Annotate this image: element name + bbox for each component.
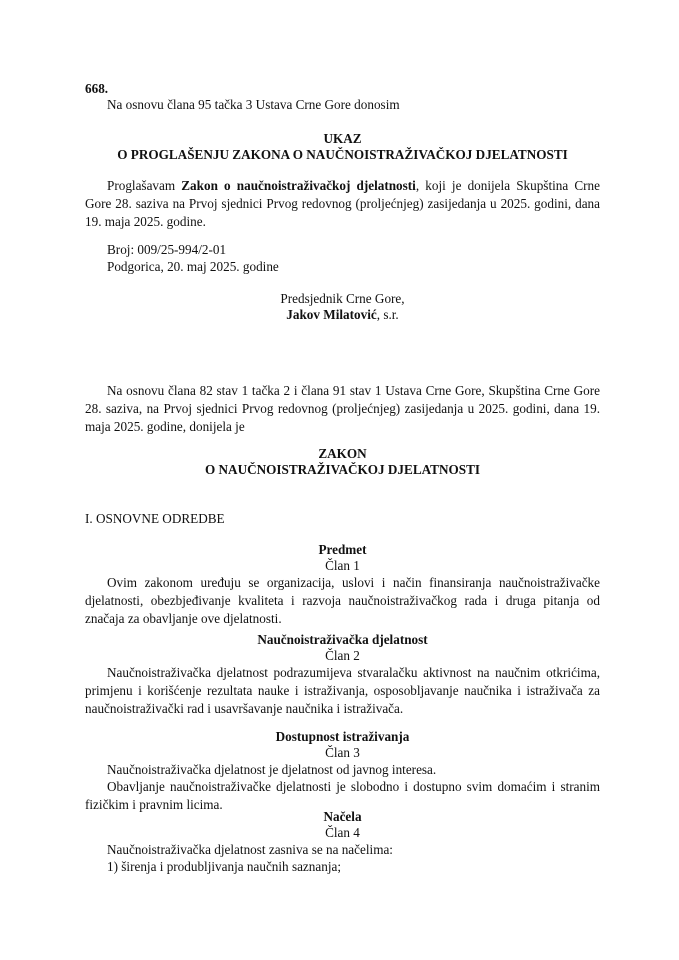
article-1-text: Ovim zakonom uređuju se organizacija, uslovi i način finansiranja naučnoistraživačke djelatnosti, obezbjeđivanje kvaliteta i razvoja naučnoistraživačkog rada i druga pitanja od značaja za obavljanje ove djelatnosti.	[85, 575, 600, 626]
president-sr: , s.r.	[376, 307, 399, 322]
article-2-text: Naučnoistraživačka djelatnost podrazumijeva stvaralačku aktivnost na naučnim otkrićima, primjenu i korišćenje rezultata nauke i istraživanja, osposobljavanje naučnika i istraživača za naučnoistraživački rad i usavršavanje naučnika i istraživača.	[85, 665, 600, 716]
article-3-label: Član 3	[325, 745, 360, 760]
article-1-label: Član 1	[325, 558, 360, 573]
article-3-paragraph-2: Obavljanje naučnoistraživačke djelatnosti je slobodno i dostupno svim domaćim i stranim fizičkim i pravnim licima.	[85, 779, 600, 812]
article-4-heading: Načela	[323, 809, 362, 824]
proclamation-text-end: , koji je donijela Skupština Crne Gore 28. saziva na Prvoj sjednici Prvog redovnog (proljećnjeg) zasijedanja u 2025. godini, dana 19. maja 2025. godine.	[85, 178, 600, 229]
article-3-heading: Dostupnost istraživanja	[275, 729, 410, 744]
law-title: ZAKON	[318, 446, 367, 461]
article-4-item-1: 1) širenja i produbljivanja naučnih saznanja;	[107, 859, 342, 874]
president-title: Predsjednik Crne Gore,	[280, 291, 405, 306]
article-4-paragraph-1: Naučnoistraživačka djelatnost zasniva se na načelima:	[107, 842, 393, 857]
decree-title: UKAZ	[323, 131, 362, 146]
gazette-number: 668.	[85, 81, 109, 96]
place-date: Podgorica, 20. maj 2025. godine	[107, 259, 279, 274]
proclamation-text-start: Proglašavam	[107, 178, 182, 193]
article-3-paragraph-1: Naučnoistraživačka djelatnost je djelatnost od javnog interesa.	[107, 762, 437, 777]
law-subtitle: O NAUČNOISTRAŽIVAČKOJ DJELATNOSTI	[204, 462, 481, 477]
law-name-bold: Zakon o naučnoistraživačkoj djelatnosti	[181, 178, 416, 193]
article-4-label: Član 4	[325, 825, 360, 840]
proclamation-paragraph	[85, 177, 600, 231]
decree-preamble: Na osnovu člana 95 tačka 3 Ustava Crne Gore donosim	[107, 97, 400, 112]
reference-number: Broj: 009/25-994/2-01	[107, 242, 227, 257]
law-preamble: Na osnovu člana 82 stav 1 tačka 2 i člana 91 stav 1 Ustava Crne Gore, Skupština Crne Gore 28. saziva, na Prvoj sjednici Prvog redovnog (proljećnjeg) zasijedanja u 2025. godini, dana 19. maja 2025. godine, donijela je	[85, 383, 600, 434]
article-2-label: Član 2	[325, 648, 360, 663]
article-1-heading: Predmet	[318, 542, 367, 557]
article-2-heading: Naučnoistraživačka djelatnost	[257, 632, 428, 647]
decree-subtitle: O PROGLAŠENJU ZAKONA O NAUČNOISTRAŽIVAČKOJ DJELATNOSTI	[117, 147, 568, 162]
president-name: Jakov Milatović	[286, 307, 377, 322]
section-heading: I. OSNOVNE ODREDBE	[85, 511, 225, 526]
president-signature	[85, 306, 600, 324]
